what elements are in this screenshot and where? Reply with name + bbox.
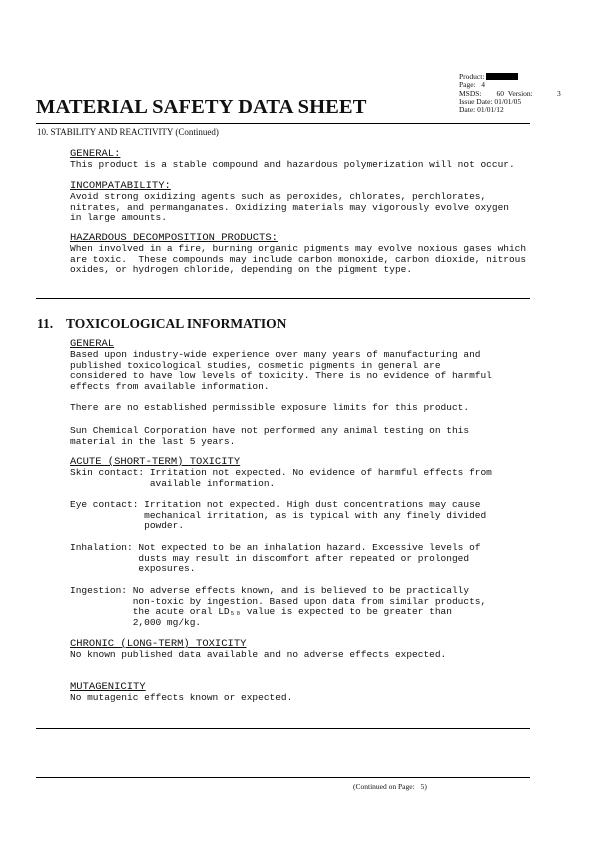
eye-contact-text: Eye contact: Irritation not expected. High dust concentrations may cause mechanical irritation, as is typical with any finely divided powder.: [70, 499, 487, 531]
incompatability-subheading: INCOMPATABILITY:: [70, 180, 171, 192]
version-number: 3: [557, 88, 561, 98]
hazardous-decomposition-text: When involved in a fire, burning organic pigments may evolve noxious gases which are toxic. These compounds may include carbon monoxide, carbon dioxide, nitrous oxides, or hydrogen chloride, depending on the pigment type.: [70, 243, 527, 275]
title-rule: [36, 123, 530, 124]
section-11-title: TOXICOLOGICAL INFORMATION: [66, 316, 287, 331]
toxicology-general-text: Based upon industry-wide experience over many years of manufacturing and published toxicological studies, cosmetic pigments in general are considered to have low levels of toxicity. There is no evidence of harmful effects from available information.: [70, 349, 492, 392]
mutagenicity-subheading: MUTAGENICITY: [70, 681, 146, 693]
animal-testing-text: Sun Chemical Corporation have not performed any animal testing on this material in the last 5 years.: [70, 425, 470, 447]
section-11-end-rule: [36, 728, 530, 729]
exposure-limits-text: There are no established permissible exposure limits for this product.: [70, 402, 470, 413]
incompatability-text: Avoid strong oxidizing agents such as peroxides, chlorates, perchlorates, nitrates, and permanganates. Oxidizing materials may vigorously evolve oxygen in large amounts.: [70, 191, 509, 223]
skin-contact-text: Skin contact: Irritation not expected. No evidence of harmful effects from available information.: [70, 467, 492, 489]
inhalation-text: Inhalation: Not expected to be an inhalation hazard. Excessive levels of dusts may result in discomfort after repeated or prolonged exposures.: [70, 542, 481, 574]
section-11-number: 11.: [37, 316, 54, 331]
msds-number: 60: [496, 88, 505, 98]
continued-label: (Continued on Page:: [353, 782, 415, 791]
document-title: MATERIAL SAFETY DATA SHEET: [36, 96, 367, 118]
section-10-heading: 10. STABILITY AND REACTIVITY (Continued): [37, 127, 219, 137]
general-text: This product is a stable compound and hazardous polymerization will not occur.: [70, 159, 515, 170]
page-number: 4: [481, 80, 486, 90]
redacted-product-name: [486, 73, 518, 80]
chronic-toxicity-text: No known published data available and no adverse effects expected.: [70, 649, 447, 660]
revision-date: Date: 01/01/12: [459, 105, 504, 115]
page-label: Page:: [459, 80, 476, 90]
chronic-toxicity-subheading: CHRONIC (LONG-TERM) TOXICITY: [70, 638, 247, 650]
document-meta-block: [459, 72, 561, 115]
msds-label: MSDS:: [459, 88, 482, 98]
product-label: Product:: [459, 72, 485, 81]
continued-page-number: 5): [420, 782, 427, 791]
section-11-heading: [37, 316, 286, 332]
acute-toxicity-subheading: ACUTE (SHORT-TERM) TOXICITY: [70, 456, 241, 468]
hazardous-decomposition-subheading: HAZARDOUS DECOMPOSITION PRODUCTS:: [70, 232, 278, 244]
section-10-end-rule: [36, 298, 530, 299]
msds-row: [459, 88, 561, 98]
mutagenicity-text: No mutagenic effects known or expected.: [70, 692, 293, 703]
ingestion-text: Ingestion: No adverse effects known, and is believed to be practically non-toxic by ingestion. Based upon data from similar products, the acute oral LD₅₀ value is expected to be greater than 2,000 mg/kg.: [70, 585, 487, 628]
version-label: Version:: [507, 88, 533, 98]
general-subheading: GENERAL:: [70, 148, 121, 160]
toxicology-general-subheading: GENERAL: [70, 338, 115, 350]
footer-rule: [36, 777, 530, 778]
continued-on-page: [353, 782, 427, 791]
issue-date: Issue Date: 01/01/05: [459, 96, 522, 106]
